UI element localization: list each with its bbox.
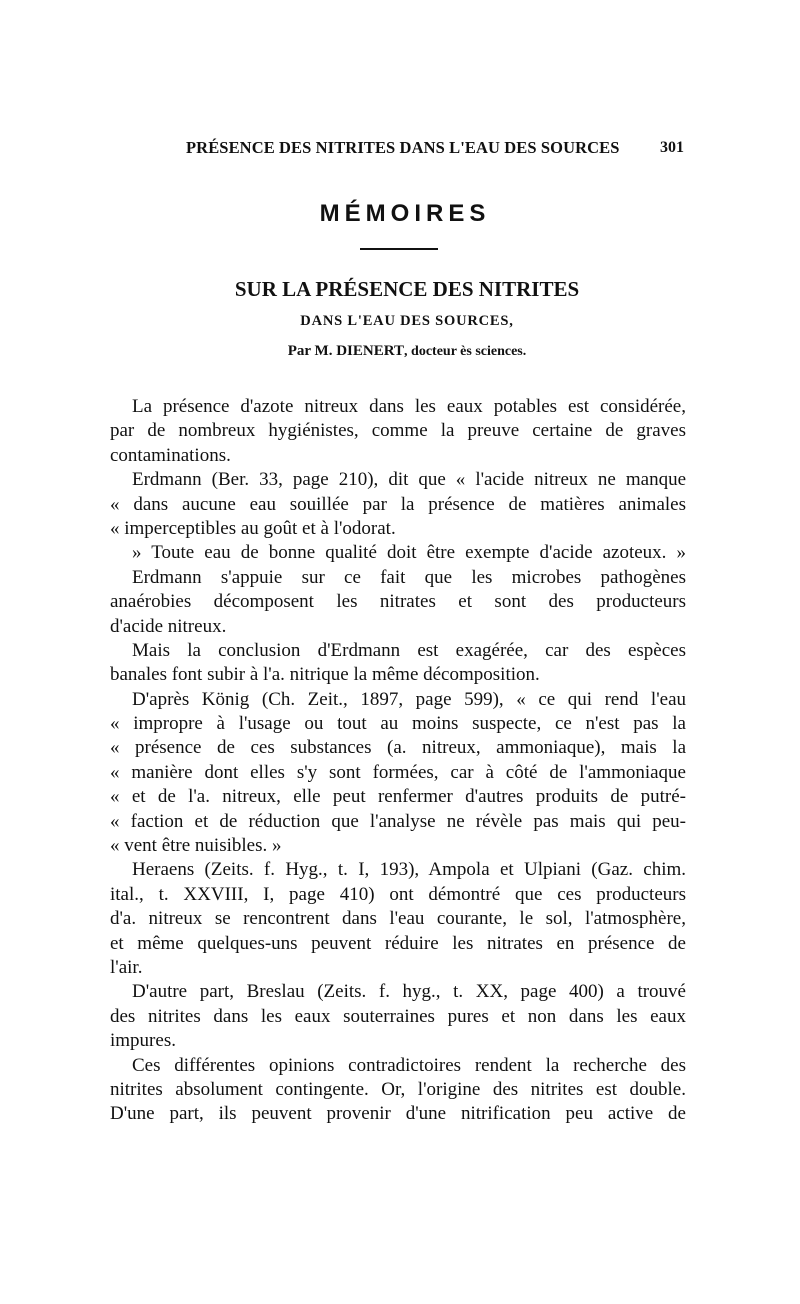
text-line: « vent être nuisibles. » xyxy=(110,835,282,857)
text-line: d'a. nitreux se rencontrent dans l'eau courante, le sol, l'atmosphère, xyxy=(110,908,686,930)
byline xyxy=(0,343,800,360)
byline-suffix: , docteur ès sciences. xyxy=(404,344,527,359)
text-line: « impropre à l'usage ou tout au moins suspecte, ce n'est pas la xyxy=(110,713,686,735)
body-text xyxy=(110,395,686,1127)
text-line: Erdmann s'appuie sur ce fait que les microbes pathogènes xyxy=(132,566,686,588)
text-line: « présence de ces substances (a. nitreux, ammoniaque), mais la xyxy=(110,737,686,759)
running-title: PRÉSENCE DES NITRITES DANS L'EAU DES SOURCES xyxy=(186,138,620,157)
text-line: D'après König (Ch. Zeit., 1897, page 599), « ce qui rend l'eau xyxy=(132,688,686,710)
text-line: nitrites absolument contingente. Or, l'origine des nitrites est double. xyxy=(110,1078,686,1100)
text-line: contaminations. xyxy=(110,444,231,466)
byline-prefix: Par M. xyxy=(287,343,337,359)
article-title: SUR LA PRÉSENCE DES NITRITES xyxy=(234,277,580,301)
text-line: par de nombreux hygiénistes, comme la preuve certaine de graves xyxy=(110,420,686,442)
running-head xyxy=(110,138,686,162)
text-line: et même quelques-uns peuvent réduire les nitrates en présence de xyxy=(110,932,686,954)
article-subtitle: DANS L'EAU DES SOURCES, xyxy=(300,313,514,329)
text-line: » Toute eau de bonne qualité doit être exempte d'acide azoteux. » xyxy=(132,542,686,564)
text-line: « faction et de réduction que l'analyse ne révèle pas mais qui peu- xyxy=(110,810,686,832)
title-rule xyxy=(360,248,438,250)
text-line: « manière dont elles s'y sont formées, car à côté de l'ammoniaque xyxy=(110,761,686,783)
text-line: Mais la conclusion d'Erdmann est exagérée, car des espèces xyxy=(132,639,686,661)
text-line: « imperceptibles au goût et à l'odorat. xyxy=(110,517,396,539)
text-line: Ces différentes opinions contradictoires rendent la recherche des xyxy=(132,1054,686,1076)
text-line: D'une part, ils peuvent provenir d'une nitrification peu active de xyxy=(110,1103,686,1125)
text-line: Heraens (Zeits. f. Hyg., t. I, 193), Ampola et Ulpiani (Gaz. chim. xyxy=(132,859,686,881)
text-line: Erdmann (Ber. 33, page 210), dit que « l'acide nitreux ne manque xyxy=(132,469,686,491)
text-line: « et de l'a. nitreux, elle peut renfermer d'autres produits de putré- xyxy=(110,786,686,808)
text-line: La présence d'azote nitreux dans les eaux potables est considérée, xyxy=(132,396,686,417)
text-line: ital., t. XXVIII, I, page 410) ont démontré que ces producteurs xyxy=(110,883,686,905)
text-line: banales font subir à l'a. nitrique la même décomposition. xyxy=(110,664,540,686)
text-line: anaérobies décomposent les nitrates et sont des producteurs xyxy=(110,591,686,613)
page-number: 301 xyxy=(660,139,684,156)
text-line: d'acide nitreux. xyxy=(110,615,227,637)
text-line: des nitrites dans les eaux souterraines pures et non dans les eaux xyxy=(110,1005,686,1027)
section-title: MÉMOIRES xyxy=(319,200,491,227)
text-line: « dans aucune eau souillée par la présence de matières animales xyxy=(110,493,686,515)
text-line: D'autre part, Breslau (Zeits. f. hyg., t. XX, page 400) a trouvé xyxy=(132,981,686,1003)
author-name: DIENERT xyxy=(336,343,405,359)
text-line: impures. xyxy=(110,1030,176,1052)
text-line: l'air. xyxy=(110,956,143,978)
